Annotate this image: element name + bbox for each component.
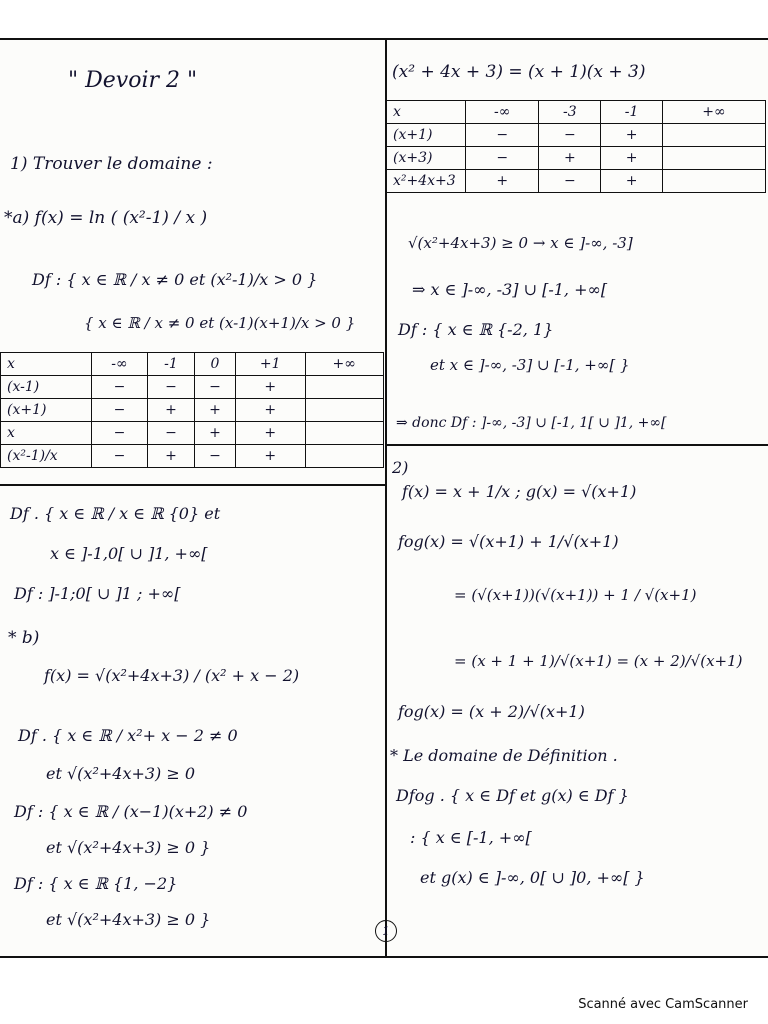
sign-cell: − — [466, 147, 539, 170]
sign-cell: + — [466, 170, 539, 193]
sign-cell: − — [92, 399, 148, 422]
domain-line-3: Df . { x ∈ ℝ / x ∈ ℝ {0} et — [10, 504, 221, 523]
sign-cell: − — [147, 422, 194, 445]
root-result: ⇒ x ∈ ]-∞, -3] ∪ [-1, +∞[ — [412, 280, 608, 299]
sign-cell: − — [466, 124, 539, 147]
domain-heading: * Le domaine de Définition . — [390, 746, 618, 765]
domain-b-2: et √(x²+4x+3) ≥ 0 — [46, 764, 196, 783]
domain-r-2: et x ∈ ]-∞, -3] ∪ [-1, +∞[ } — [430, 356, 630, 374]
page-title: " Devoir 2 " — [68, 68, 198, 93]
sign-cell: + — [539, 147, 601, 170]
fog-result: fog(x) = (x + 2)/√(x+1) — [398, 702, 585, 721]
sign-cell: + — [147, 399, 194, 422]
table-header-row — [387, 101, 766, 124]
table-row — [387, 147, 766, 170]
dfog-line-1: Dfog . { x ∈ Df et g(x) ∈ Df } — [396, 786, 629, 805]
table-row — [1, 376, 384, 399]
row-label: x²+4x+3 — [387, 170, 466, 193]
table-cell: -∞ — [92, 353, 148, 376]
row-label: x — [1, 422, 92, 445]
domain-b-5: Df : { x ∈ ℝ {1, −2} — [14, 874, 178, 893]
domain-result-a: Df : ]-1;0[ ∪ ]1 ; +∞[ — [14, 584, 181, 603]
divider — [0, 484, 385, 486]
sign-cell: + — [235, 445, 305, 468]
domain-r-1: Df : { x ∈ ℝ {-2, 1} — [398, 320, 554, 339]
table-cell: x — [387, 101, 466, 124]
sign-cell: − — [195, 445, 236, 468]
sign-cell: + — [195, 399, 236, 422]
domain-b-1: Df . { x ∈ ℝ / x²+ x − 2 ≠ 0 — [18, 726, 238, 745]
functions-fg: f(x) = x + 1/x ; g(x) = √(x+1) — [402, 482, 637, 501]
table-row — [1, 422, 384, 445]
question-a: *a) f(x) = ln ( (x²-1) / x ) — [4, 208, 208, 228]
dfog-line-2: : { x ∈ [-1, +∞[ — [410, 828, 532, 847]
scanner-footer: Scanné avec CamScanner — [578, 997, 748, 1012]
row-label: (x-1) — [1, 376, 92, 399]
table-cell: -3 — [539, 101, 601, 124]
sign-table-1 — [0, 352, 384, 468]
domain-line-2: { x ∈ ℝ / x ≠ 0 et (x-1)(x+1)/x > 0 } — [84, 314, 356, 332]
sign-cell: + — [195, 422, 236, 445]
row-label: (x+3) — [387, 147, 466, 170]
row-label: (x+1) — [387, 124, 466, 147]
sign-cell: − — [539, 170, 601, 193]
sign-cell: − — [539, 124, 601, 147]
domain-line-1: Df : { x ∈ ℝ / x ≠ 0 et (x²-1)/x > 0 } — [32, 270, 318, 289]
root-condition: √(x²+4x+3) ≥ 0 → x ∈ ]-∞, -3] — [408, 234, 633, 252]
fog-line-1: fog(x) = √(x+1) + 1/√(x+1) — [398, 532, 619, 551]
sign-cell: + — [601, 124, 663, 147]
function-b: f(x) = √(x²+4x+3) / (x² + x − 2) — [44, 666, 300, 685]
table-row — [387, 124, 766, 147]
sign-cell: + — [601, 147, 663, 170]
sign-table-2 — [386, 100, 766, 193]
paper-sheet — [0, 38, 768, 958]
row-label: (x²-1)/x — [1, 445, 92, 468]
domain-line-4: x ∈ ]-1,0[ ∪ ]1, +∞[ — [50, 544, 208, 563]
sign-cell: − — [92, 422, 148, 445]
table-row — [387, 170, 766, 193]
table-cell: +∞ — [662, 101, 765, 124]
table-cell: 0 — [195, 353, 236, 376]
question-2: 2) — [392, 458, 409, 477]
domain-b-3: Df : { x ∈ ℝ / (x−1)(x+2) ≠ 0 — [14, 802, 248, 821]
sign-cell: − — [195, 376, 236, 399]
fog-line-3: = (x + 1 + 1)/√(x+1) = (x + 2)/√(x+1) — [454, 652, 743, 670]
table-row — [1, 399, 384, 422]
question-b: * b) — [8, 628, 40, 648]
sign-cell: − — [92, 445, 148, 468]
table-cell: -1 — [601, 101, 663, 124]
sign-cell: − — [92, 376, 148, 399]
table-cell: -1 — [147, 353, 194, 376]
domain-result-b: ⇒ donc Df : ]-∞, -3] ∪ [-1, 1[ ∪ ]1, +∞[ — [396, 415, 667, 431]
factorization: (x² + 4x + 3) = (x + 1)(x + 3) — [392, 62, 646, 82]
sign-cell: + — [235, 376, 305, 399]
fog-line-2: = (√(x+1))(√(x+1)) + 1 / √(x+1) — [454, 586, 697, 604]
sign-cell: − — [147, 376, 194, 399]
table-cell: -∞ — [466, 101, 539, 124]
table-cell: x — [1, 353, 92, 376]
page-number: 1 — [375, 920, 397, 942]
sign-cell: + — [147, 445, 194, 468]
dfog-line-3: et g(x) ∈ ]-∞, 0[ ∪ ]0, +∞[ } — [420, 868, 645, 887]
domain-b-6: et √(x²+4x+3) ≥ 0 } — [46, 910, 211, 929]
sign-cell: + — [235, 422, 305, 445]
sign-cell: + — [601, 170, 663, 193]
question-1: 1) Trouver le domaine : — [10, 154, 213, 174]
row-label: (x+1) — [1, 399, 92, 422]
table-header-row — [1, 353, 384, 376]
domain-b-4: et √(x²+4x+3) ≥ 0 } — [46, 838, 211, 857]
sign-cell: + — [235, 399, 305, 422]
table-cell: +1 — [235, 353, 305, 376]
table-row — [1, 445, 384, 468]
divider — [386, 444, 768, 446]
table-cell: +∞ — [305, 353, 383, 376]
